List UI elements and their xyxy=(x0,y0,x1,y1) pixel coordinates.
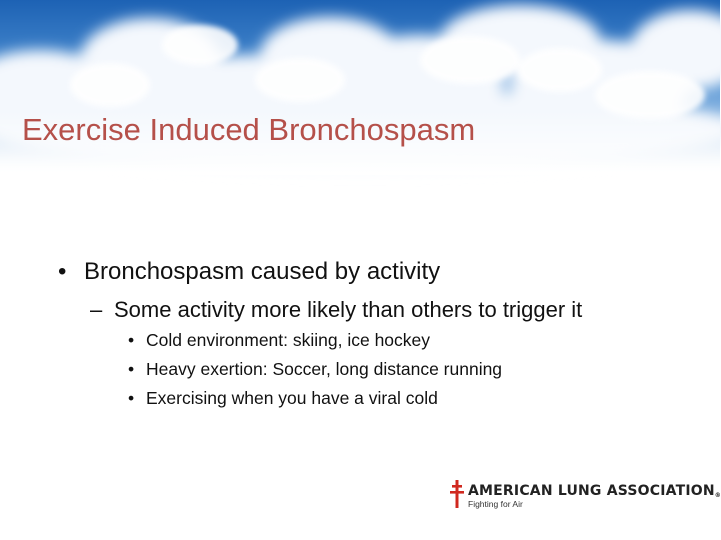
american-lung-association-logo xyxy=(450,480,721,520)
logo-name xyxy=(468,483,721,499)
slide-title: Exercise Induced Bronchospasm xyxy=(22,112,476,147)
bullet-text: Exercising when you have a viral cold xyxy=(146,388,438,408)
dash-marker: – xyxy=(90,297,103,322)
logo-tagline: Fighting for Air xyxy=(468,499,523,509)
bullet-text: Heavy exertion: Soccer, long distance running xyxy=(146,359,503,379)
sky-clouds-banner xyxy=(0,0,720,175)
bullet-marker: • xyxy=(128,388,135,408)
bullet-marker: • xyxy=(128,359,135,379)
lorraine-cross-icon xyxy=(450,480,464,508)
registered-mark: ® xyxy=(714,492,721,499)
bullet-text: Bronchospasm caused by activity xyxy=(84,258,441,285)
bullet-text: Cold environment: skiing, ice hockey xyxy=(146,330,431,350)
bullet-marker: • xyxy=(58,258,67,285)
logo-name-text: AMERICAN LUNG ASSOCIATION xyxy=(468,483,715,499)
bullet-text: Some activity more likely than others to trigger it xyxy=(114,297,583,322)
bullet-marker: • xyxy=(128,330,135,350)
